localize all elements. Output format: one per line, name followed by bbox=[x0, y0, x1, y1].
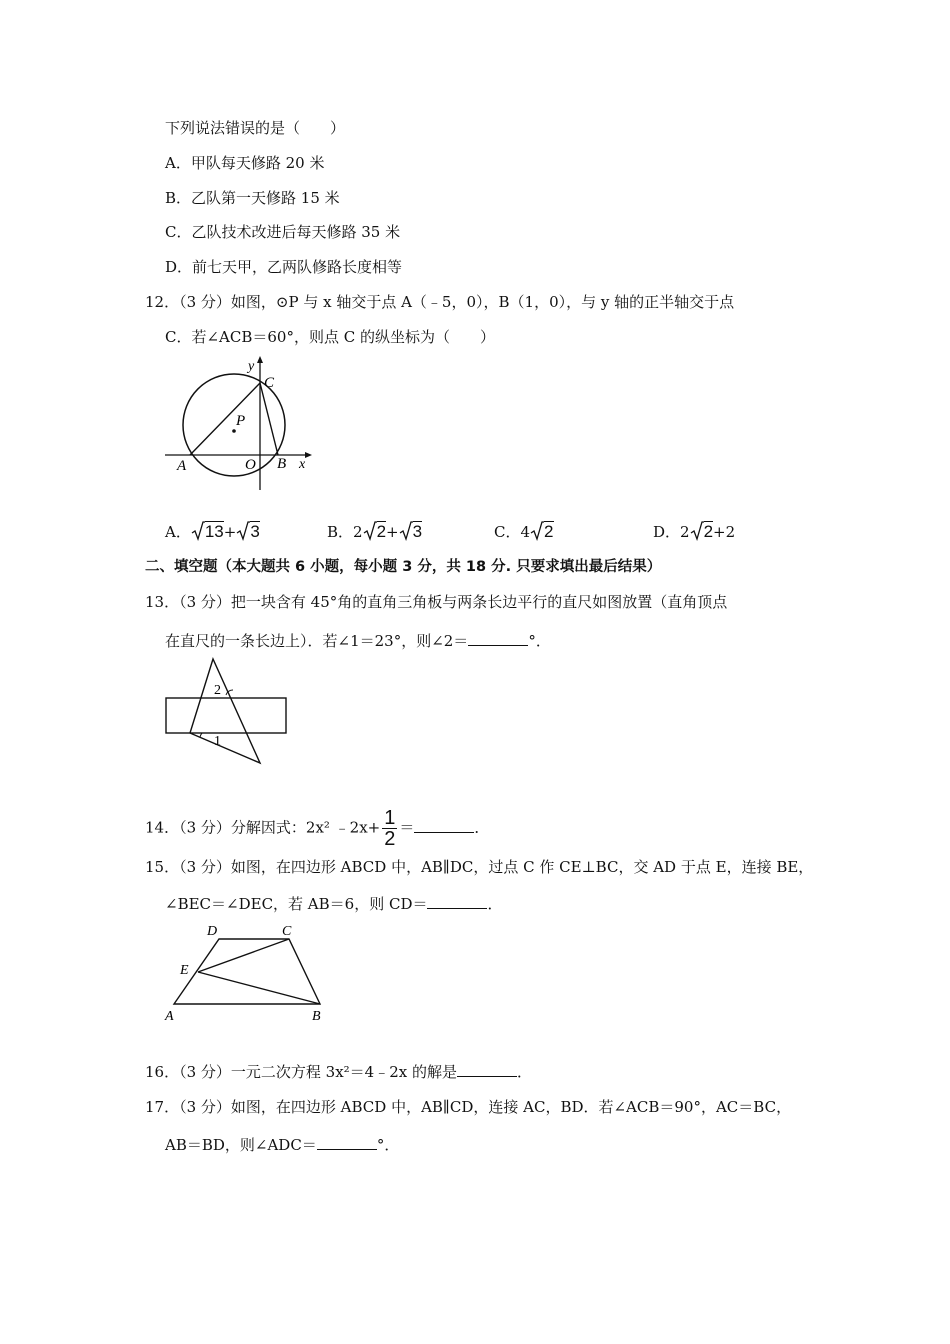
q12-option-d: D．2 2+2 bbox=[653, 522, 736, 541]
q13-answer-blank bbox=[468, 631, 528, 646]
q13-ruler-triangle-figure bbox=[160, 655, 295, 770]
q11-stem-tail: 下列说法错误的是（ ） bbox=[165, 119, 346, 137]
q12-label-b: B bbox=[277, 456, 287, 472]
q12-label-c: C bbox=[264, 375, 275, 391]
q17-answer-blank bbox=[317, 1135, 377, 1150]
q17-stem-line2: AB＝BD，则∠ADC＝ °． bbox=[165, 1136, 400, 1154]
q11-option-a: A．甲队每天修路 20 米 bbox=[165, 154, 325, 172]
q13-label-1: 1 bbox=[214, 734, 221, 749]
q16-answer-blank bbox=[457, 1062, 517, 1077]
q13-stem-line2: 在直尺的一条长边上）．若∠1＝23°，则∠2＝ °． bbox=[165, 632, 551, 650]
q15-answer-blank bbox=[427, 894, 487, 909]
q15-label-b: B bbox=[312, 1009, 321, 1024]
q12-stem-line2: C．若∠ACB＝60°，则点 C 的纵坐标为（ ） bbox=[165, 328, 495, 346]
q14-stem: 14．（3 分）分解因式：2x² ﹣2x+ $\frac{1}{2}$ ＝ ． bbox=[145, 807, 490, 850]
q15-stem-line2: ∠BEC＝∠DEC，若 AB＝6，则 CD＝ ． bbox=[165, 895, 503, 913]
q12-circle-figure bbox=[160, 355, 320, 495]
q15-label-a: A bbox=[165, 1009, 174, 1024]
q15-label-e: E bbox=[180, 963, 189, 978]
radical-icon bbox=[363, 521, 377, 541]
q16-stem: 16．（3 分）一元二次方程 3x²＝4﹣2x 的解是 ． bbox=[145, 1063, 533, 1081]
q11-option-c: C．乙队技术改进后每天修路 35 米 bbox=[165, 223, 401, 241]
radical-icon bbox=[191, 521, 205, 541]
radical-icon bbox=[530, 521, 544, 541]
radical-icon bbox=[236, 521, 250, 541]
q12-label-y: y bbox=[248, 359, 255, 374]
q12-option-b: B．2 2+ 3 bbox=[327, 522, 423, 541]
q15-label-c: C bbox=[282, 924, 292, 939]
q12-stem-line1: 12．（3 分）如图，⊙P 与 x 轴交于点 A（﹣5，0），B（1，0），与 y 轴的正半轴交于点 bbox=[145, 293, 735, 311]
q13-stem-line1: 13．（3 分）把一块含有 45°角的直角三角板与两条长边平行的直尺如图放置（直角顶点 bbox=[145, 593, 728, 611]
q12-option-a: A． 13+ 3 bbox=[165, 522, 260, 541]
q13-label-2: 2 bbox=[214, 683, 221, 698]
q12-label-o: O bbox=[245, 457, 256, 473]
q15-label-d: D bbox=[207, 924, 218, 939]
section2-title: 二、填空题（本大题共 6 小题，每小题 3 分，共 18 分. 只要求填出最后结果） bbox=[145, 559, 662, 575]
q12-label-x: x bbox=[299, 457, 306, 472]
q12-label-a: A bbox=[177, 458, 187, 474]
q12-option-c: C．4 2 bbox=[494, 522, 554, 541]
radical-icon bbox=[690, 521, 704, 541]
q15-quadrilateral-figure bbox=[160, 918, 335, 1028]
q14-fraction: $\frac{1}{2}$ bbox=[384, 807, 396, 850]
q14-answer-blank bbox=[414, 818, 474, 833]
q15-stem-line1: 15．（3 分）如图，在四边形 ABCD 中，AB∥DC，过点 C 作 CE⊥BC，交 AD 于点 E，连接 BE， bbox=[145, 858, 814, 876]
q17-stem-line1: 17．（3 分）如图，在四边形 ABCD 中，AB∥CD，连接 AC，BD．若∠ACB＝90°，AC＝BC， bbox=[145, 1098, 792, 1116]
q11-option-d: D．前七天甲，乙两队修路长度相等 bbox=[165, 258, 403, 276]
q11-option-b: B．乙队第一天修路 15 米 bbox=[165, 189, 340, 207]
radical-icon bbox=[399, 521, 413, 541]
q12-label-p: P bbox=[236, 413, 246, 429]
